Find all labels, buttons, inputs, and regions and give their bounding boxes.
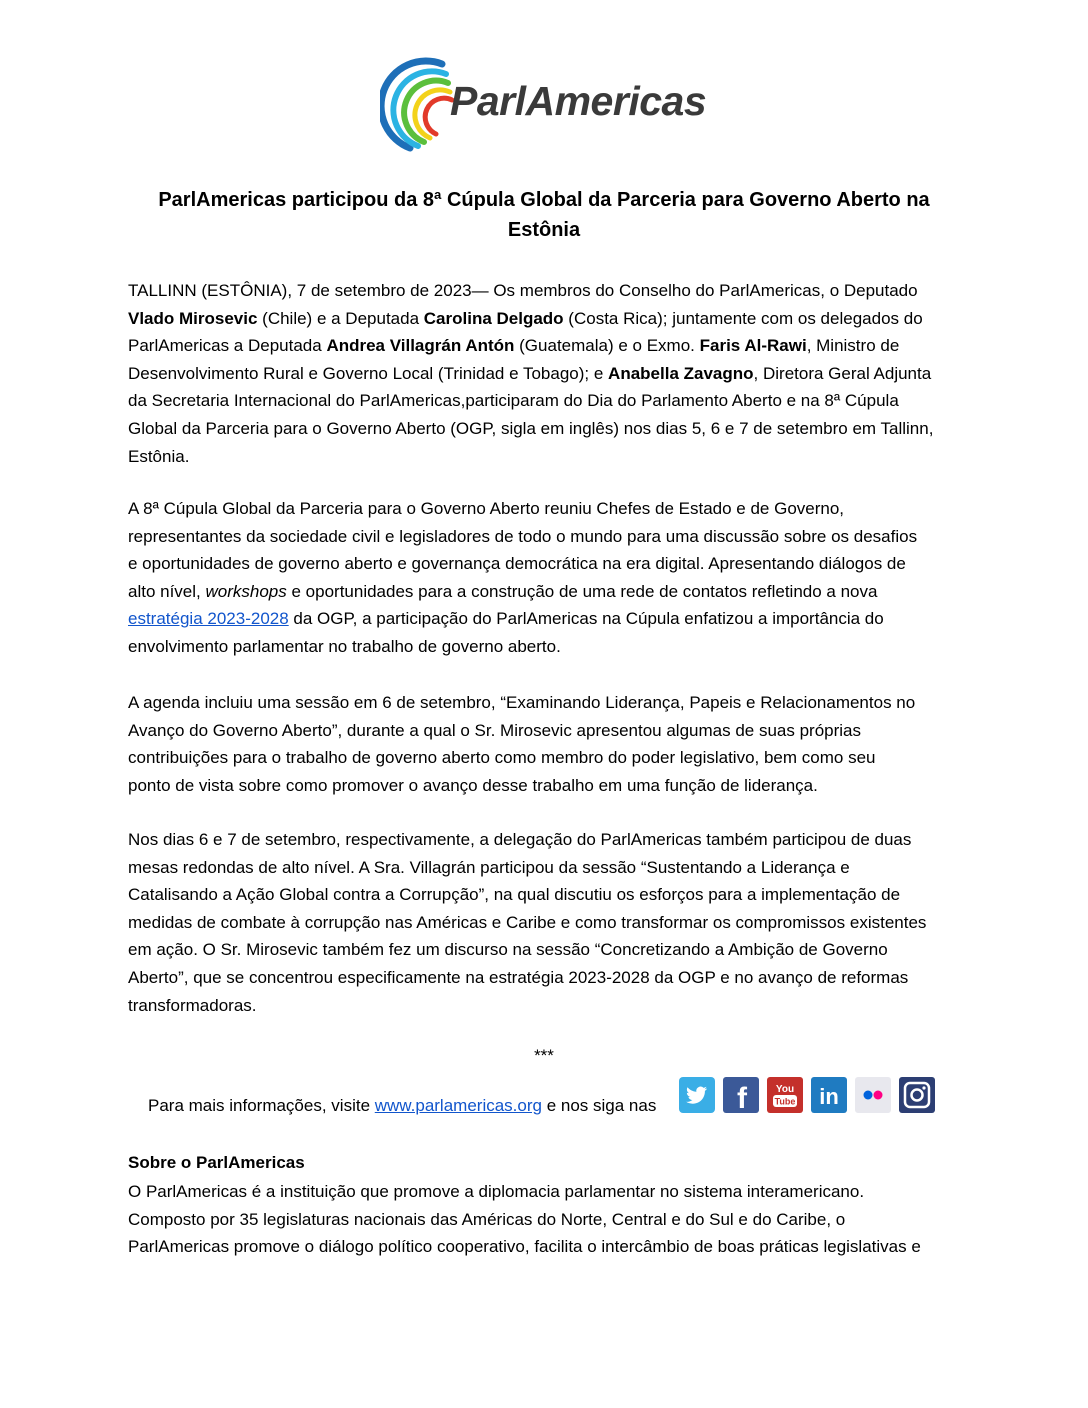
text-line: A agenda incluiu uma sessão em 6 de setembro, “Examinando Liderança, Papeis e Relacionamentos no — [128, 693, 916, 712]
text-line: representantes da sociedade civil e legisladores de todo o mundo para uma discussão sobre os desafios — [128, 526, 918, 546]
paragraph-roundtables — [128, 826, 968, 1019]
text-line: TALLINN (ESTÔNIA), 7 de setembro de 2023— Os membros do Conselho do ParlAmericas, o Deputado — [128, 281, 918, 300]
linkedin-icon[interactable] — [811, 1077, 847, 1113]
text-line: e oportunidades de governo aberto e governança democrática na era digital. Apresentando diálogos de — [128, 554, 906, 574]
twitter-icon[interactable] — [679, 1077, 715, 1113]
name-faris: Faris Al-Rawi — [699, 336, 807, 356]
title-line-1: ParlAmericas participou da 8ª Cúpula Global da Parceria para Governo Aberto na — [158, 189, 930, 211]
text-line — [128, 578, 968, 606]
name-anabella: Anabella Zavagno — [608, 363, 754, 383]
text-run: Desenvolvimento Rural e Governo Local (Trinidad e Tobago); e — [128, 363, 609, 383]
name-andrea: Andrea Villagrán Antón — [326, 336, 515, 356]
text-run: e oportunidades para a construção de uma rede de contatos refletindo a nova — [286, 581, 878, 601]
text-line — [128, 332, 968, 360]
text-line: da Secretaria Internacional do ParlAmericas,participaram do Dia do Parlamento Aberto e na 8ª Cúpula — [128, 391, 899, 411]
text-line: medidas de combate à corrupção nas Américas e Caribe e como transformar os compromissos existentes — [128, 912, 927, 932]
text-run: (Chile) e a Deputada — [257, 308, 424, 328]
instagram-icon[interactable] — [899, 1077, 935, 1113]
text-line: Estônia. — [128, 446, 190, 466]
facebook-glyph: f — [737, 1082, 747, 1113]
text-line: Global da Parceria para o Governo Aberto (OGP, sigla em inglês) nos dias 5, 6 e 7 de setembro em Tallinn, — [128, 418, 934, 438]
youtube-glyph-top: You — [775, 1084, 795, 1095]
strategy-link[interactable]: estratégia 2023-2028 — [128, 609, 289, 629]
title-line-2: Estônia — [507, 219, 581, 241]
text-line — [128, 605, 968, 633]
parlamericas-logo — [380, 56, 720, 156]
paragraph-summit — [128, 495, 968, 661]
text-line: Catalisando a Ação Global contra a Corrupção”, na qual discutiu os esforços para a implementação de — [128, 885, 901, 905]
paragraph-agenda — [128, 689, 968, 799]
text-run: Para mais informações, visite — [148, 1096, 375, 1115]
youtube-icon[interactable] — [767, 1077, 803, 1113]
text-run: , Diretora Geral Adjunta — [753, 363, 932, 383]
text-line: Aberto”, que se concentrou especificamente na estratégia 2023-2028 da OGP e no avanço de reformas — [128, 967, 909, 987]
paragraph-about — [128, 1178, 968, 1261]
logo-arcs-icon — [380, 56, 460, 156]
text-run: da OGP, a participação do ParlAmericas na Cúpula enfatizou a importância do — [288, 609, 884, 629]
text-line — [128, 305, 968, 333]
text-run: alto nível, — [128, 581, 206, 601]
text-line: Composto por 35 legislaturas nacionais das Américas do Norte, Central e do Sul e do Caribe, o — [128, 1209, 846, 1229]
flickr-icon[interactable] — [855, 1077, 891, 1113]
text-line: Avanço do Governo Aberto”, durante a qual o Sr. Mirosevic apresentou algumas de suas próprias — [128, 720, 862, 740]
text-line: mesas redondas de alto nível. A Sra. Villagrán participou da sessão “Sustentando a Liderança e — [128, 857, 850, 877]
italic-workshops: workshops — [205, 581, 287, 601]
text-run: , Ministro de — [806, 336, 900, 356]
text-line: envolvimento parlamentar no trabalho de governo aberto. — [128, 636, 561, 656]
about-heading: Sobre o ParlAmericas — [128, 1153, 305, 1172]
facebook-icon[interactable] — [723, 1077, 759, 1113]
youtube-glyph-bottom: Tube — [774, 1096, 796, 1107]
text-line — [128, 360, 968, 388]
text-line: O ParlAmericas é a instituição que promove a diplomacia parlamentar no sistema interamericano. — [128, 1182, 865, 1201]
separator: *** — [534, 1046, 554, 1065]
text-run: e nos siga nas — [541, 1096, 657, 1115]
page-title — [128, 185, 960, 245]
linkedin-glyph: in — [819, 1084, 839, 1109]
text-run: (Costa Rica); juntamente com os delegados do — [563, 308, 923, 328]
text-line: contribuições para o trabalho de governo aberto como membro do poder legislativo, bem como seu — [128, 748, 876, 768]
logo-text: ParlAmericas — [450, 78, 707, 124]
text-run: (Guatemala) e o Exmo. — [514, 336, 700, 356]
text-line: transformadoras. — [128, 995, 257, 1015]
text-line: em ação. O Sr. Mirosevic também fez um discurso na sessão “Concretizando a Ambição de Governo — [128, 940, 888, 960]
name-carolina: Carolina Delgado — [423, 308, 564, 328]
text-line: Nos dias 6 e 7 de setembro, respectivamente, a delegação do ParlAmericas também participou de duas — [128, 830, 912, 849]
text-run: ParlAmericas a Deputada — [128, 336, 327, 356]
text-line: ponto de vista sobre como promover o avanço desse trabalho em uma função de liderança. — [128, 775, 818, 795]
text-line: ParlAmericas promove o diálogo político cooperativo, facilita o intercâmbio de boas práticas legislativas e — [128, 1237, 921, 1257]
follow-line — [148, 1096, 656, 1116]
text-line: A 8ª Cúpula Global da Parceria para o Governo Aberto reuniu Chefes de Estado e de Governo, — [128, 499, 845, 518]
website-link[interactable]: www.parlamericas.org — [374, 1096, 542, 1115]
paragraph-intro — [128, 277, 968, 470]
name-vlado: Vlado Mirosevic — [128, 308, 258, 328]
